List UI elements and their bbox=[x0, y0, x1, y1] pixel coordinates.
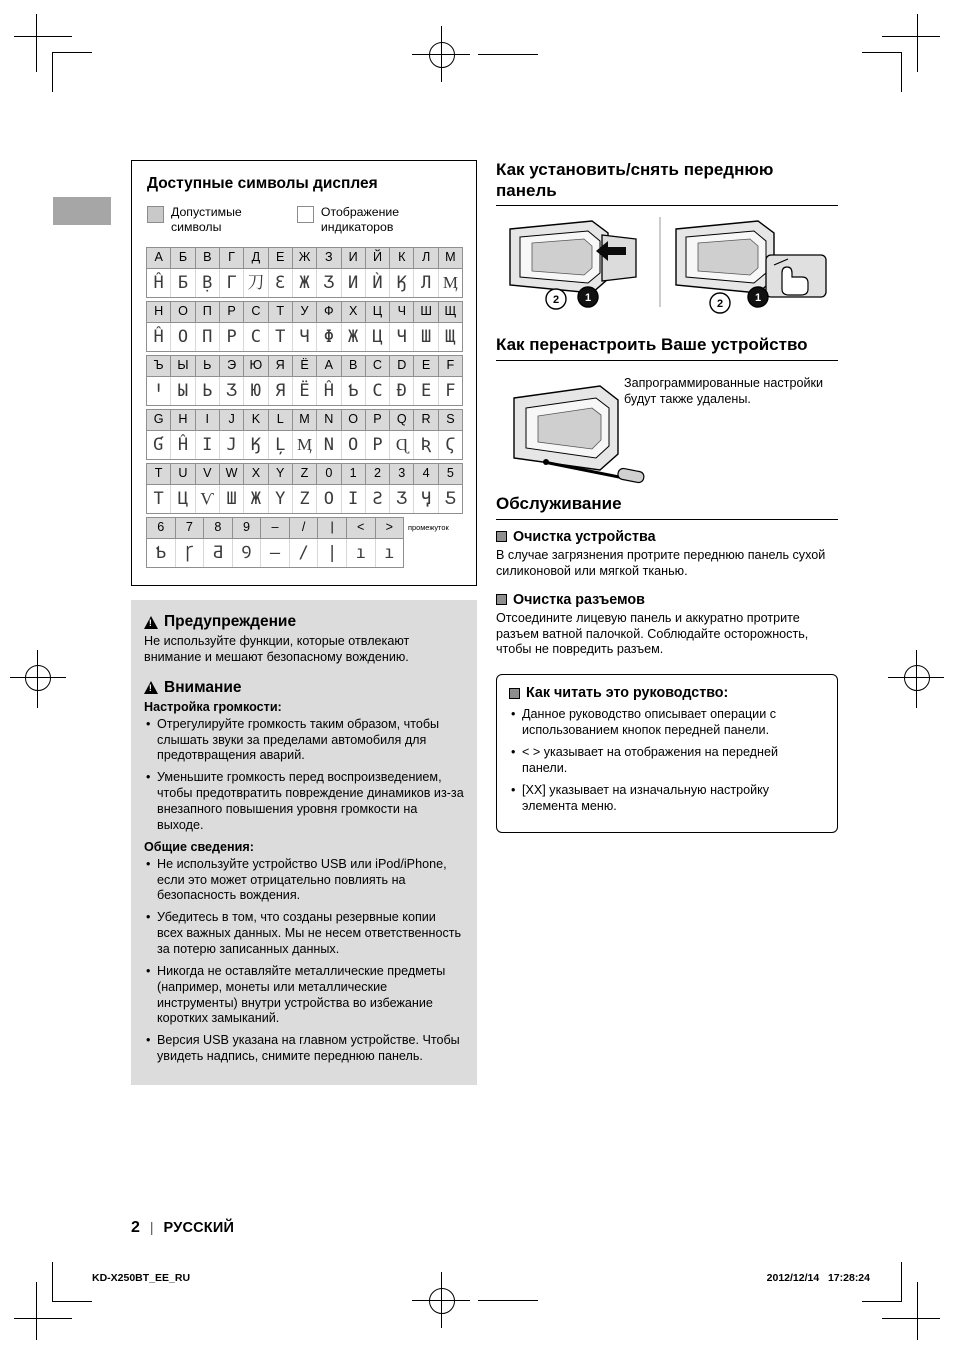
char-letter: / bbox=[290, 518, 319, 538]
caution-heading bbox=[144, 679, 464, 697]
char-letter: 5 bbox=[446, 466, 454, 480]
list-item: • Никогда не оставляйте металлические предметы (например, монеты или металлические инструменты) внутри устройства во избежание коротких замыканий. bbox=[144, 964, 464, 1027]
char-glyph: Ĥ bbox=[147, 269, 171, 297]
char-letter: Ж bbox=[293, 248, 317, 268]
char-letter: L bbox=[269, 410, 293, 430]
char-letter: Ц bbox=[366, 302, 390, 322]
char-glyph: Ѵ bbox=[196, 485, 220, 513]
char-letter: N bbox=[317, 410, 341, 430]
char-letter: У bbox=[293, 302, 317, 322]
char-glyph: И bbox=[342, 269, 366, 297]
char-glyph: Ʒ bbox=[317, 269, 341, 297]
char-letter: В bbox=[196, 248, 220, 268]
list-item: • Не используйте устройство USB или iPod/iPhone, если это может отрицательно повлиять на безопасность вождения. bbox=[144, 857, 464, 905]
char-letter: О bbox=[171, 302, 195, 322]
legend-label-allowed: Допустимые символы bbox=[171, 205, 242, 234]
char-glyph: Ρ bbox=[366, 431, 390, 459]
char-letter: И bbox=[342, 248, 366, 268]
char-row-letters bbox=[146, 355, 463, 376]
list-item: • Отрегулируйте громкость таким образом, чтобы слышать звуки за пределами автомобиля для предотвращения аварий. bbox=[144, 717, 464, 765]
char-letter: W bbox=[220, 464, 244, 484]
char-letter: R bbox=[414, 410, 438, 430]
svg-text:1: 1 bbox=[584, 292, 592, 305]
char-glyph: Ν bbox=[317, 431, 341, 459]
volume-subhead: Настройка громкости: bbox=[144, 699, 282, 714]
how-to-read-list bbox=[509, 707, 825, 814]
char-glyph: Ι bbox=[196, 431, 220, 459]
char-glyph: Ы bbox=[171, 377, 195, 405]
warning-heading-text: Предупреждение bbox=[164, 613, 297, 630]
list-item: • Уменьшите громкость перед воспроизведением, чтобы предотвратить повреждение динамиков из-за внезапного повышения уровня громкости на выходе. bbox=[144, 770, 464, 833]
char-glyph: / bbox=[290, 539, 319, 567]
char-row-letters bbox=[146, 301, 463, 322]
char-letter: X bbox=[244, 464, 268, 484]
list-item: • Версия USB указана на главном устройстве. Чтобы увидеть надпись, снимите переднюю панель. bbox=[144, 1033, 464, 1065]
char-glyph: Ӎ bbox=[442, 273, 458, 293]
caution-triangle-icon bbox=[144, 681, 158, 694]
char-glyph: Ɋ bbox=[390, 431, 414, 459]
char-glyph: Ꞅ bbox=[176, 539, 205, 567]
char-letter: Н bbox=[147, 302, 171, 322]
reset-section bbox=[496, 335, 838, 488]
char-glyph: Ү bbox=[269, 485, 293, 513]
display-characters-box bbox=[131, 160, 477, 586]
char-glyph: Ш bbox=[414, 323, 438, 351]
char-glyph: Ĥ bbox=[317, 377, 341, 405]
char-table-title: Доступные символы дисплея bbox=[147, 175, 378, 192]
char-letter: O bbox=[342, 410, 366, 430]
char-letter: Д bbox=[244, 248, 268, 268]
char-letter: < bbox=[347, 518, 376, 538]
list-item: • Убедитесь в том, что созданы резервные копии всех важных данных. Мы не несем ответственность за потерю записанных данных. bbox=[144, 910, 464, 958]
char-glyph: Ο bbox=[171, 323, 195, 351]
char-letter: Л bbox=[414, 248, 438, 268]
char-row bbox=[146, 409, 463, 460]
subsection-title-text: Очистка разъемов bbox=[513, 591, 645, 608]
char-row bbox=[146, 463, 463, 514]
char-glyph: Ш bbox=[220, 485, 244, 513]
section-title-maintenance: Обслуживание bbox=[496, 494, 622, 514]
char-letter: E bbox=[414, 356, 438, 376]
char-letter: Й bbox=[366, 248, 390, 268]
file-code: KD-X250BT_EE_RU bbox=[92, 1272, 191, 1284]
reset-note-text: Запрограммированные настройки будут также удалены. bbox=[624, 376, 824, 407]
char-letter: 3 bbox=[390, 464, 414, 484]
char-glyph: Ο bbox=[317, 485, 341, 513]
char-glyph: Ј bbox=[220, 431, 244, 459]
general-subhead: Общие сведения: bbox=[144, 839, 254, 854]
char-letter: Р bbox=[220, 302, 244, 322]
subsection-clean-device bbox=[496, 529, 838, 545]
char-row-letters bbox=[146, 463, 463, 484]
section-title-reset: Как перенастроить Ваше устройство bbox=[496, 335, 808, 355]
char-glyph: Ϲ bbox=[366, 377, 390, 405]
char-row bbox=[146, 247, 463, 298]
char-letter: Ч bbox=[390, 302, 414, 322]
char-row bbox=[146, 301, 463, 352]
char-row-glyphs bbox=[146, 322, 463, 352]
char-glyph: Ο bbox=[342, 431, 366, 459]
char-glyph: Ι bbox=[342, 485, 366, 513]
char-row-glyphs bbox=[146, 268, 463, 298]
char-glyph: | bbox=[318, 539, 347, 567]
char-glyph: Ж bbox=[293, 269, 317, 297]
char-row-last bbox=[146, 517, 463, 568]
char-letter: S bbox=[446, 412, 455, 426]
char-glyph: Ц bbox=[171, 485, 195, 513]
char-glyph: П bbox=[196, 323, 220, 351]
how-to-read-title bbox=[509, 685, 825, 701]
char-letter: 9 bbox=[233, 518, 262, 538]
char-glyph: ı bbox=[384, 543, 395, 563]
char-glyph: Ζ bbox=[293, 485, 317, 513]
space-label: промежуток bbox=[408, 523, 449, 532]
char-glyph: Ƨ bbox=[366, 485, 390, 513]
char-letter: Q bbox=[390, 410, 414, 430]
char-letter: B bbox=[342, 356, 366, 376]
char-glyph: Ë bbox=[293, 377, 317, 405]
char-glyph: Ƅ bbox=[147, 539, 176, 567]
char-letter: V bbox=[196, 464, 220, 484]
list-item: • Данное руководство описывает операции с использованием кнопок передней панели. bbox=[509, 707, 825, 739]
attach-panel-section bbox=[496, 160, 838, 327]
char-glyph: – bbox=[261, 539, 290, 567]
char-letter: M bbox=[293, 410, 317, 430]
legend-swatch-empty bbox=[297, 206, 314, 223]
char-letter: К bbox=[390, 248, 414, 268]
how-to-read-box bbox=[496, 674, 838, 833]
divider bbox=[496, 519, 838, 520]
char-letter: Щ bbox=[444, 304, 457, 318]
reset-illustration bbox=[496, 370, 838, 488]
char-letter: Э bbox=[220, 356, 244, 376]
char-letter: 6 bbox=[147, 518, 176, 538]
char-letter: Я bbox=[269, 356, 293, 376]
char-row-letters bbox=[146, 409, 463, 430]
char-letter: P bbox=[366, 410, 390, 430]
warning-caution-block bbox=[131, 600, 477, 1085]
right-column bbox=[496, 160, 838, 833]
char-glyph: Ɖ bbox=[390, 377, 414, 405]
char-glyph: Ƌ bbox=[204, 539, 233, 567]
char-glyph: ı bbox=[347, 539, 376, 567]
attach-panel-illustration bbox=[496, 215, 838, 327]
char-letter: T bbox=[147, 464, 171, 484]
char-letter: А bbox=[147, 248, 171, 268]
char-glyph: Ɠ bbox=[147, 431, 171, 459]
char-letter: A bbox=[317, 356, 341, 376]
char-letter: Ъ bbox=[147, 356, 171, 376]
square-bullet-icon bbox=[496, 594, 507, 605]
date-code: 2012/12/14 17:28:24 bbox=[766, 1272, 870, 1284]
char-letter: 2 bbox=[366, 464, 390, 484]
warning-heading bbox=[144, 613, 464, 631]
char-letter: H bbox=[171, 410, 195, 430]
char-letter: Ф bbox=[317, 302, 341, 322]
warning-text: Не используйте функции, которые отвлекают внимание и мешают безопасному вождению. bbox=[144, 634, 410, 664]
char-letter: С bbox=[244, 302, 268, 322]
char-letter: F bbox=[446, 358, 455, 372]
page-footer bbox=[131, 1219, 234, 1237]
svg-text:2: 2 bbox=[716, 298, 724, 311]
char-glyph: Щ bbox=[445, 327, 456, 347]
char-glyph: Ч bbox=[293, 323, 317, 351]
char-glyph: Ʒ bbox=[220, 377, 244, 405]
how-to-read-title-text: Как читать это руководство: bbox=[526, 685, 729, 702]
char-letter: 7 bbox=[176, 518, 205, 538]
char-letter: З bbox=[317, 248, 341, 268]
general-bullet-list bbox=[144, 857, 464, 1065]
list-item: • [XX] указывает на изначальную настройку элемента меню. bbox=[509, 783, 825, 815]
char-glyph: Ӄ bbox=[390, 269, 414, 297]
left-column bbox=[131, 160, 477, 1085]
square-bullet-icon bbox=[509, 688, 520, 699]
char-letter: Ю bbox=[244, 356, 268, 376]
char-letter: Г bbox=[220, 248, 244, 268]
char-row bbox=[146, 355, 463, 406]
square-bullet-icon bbox=[496, 531, 507, 542]
legend-label-indicators: Отображение индикаторов bbox=[320, 205, 400, 234]
char-glyph: Ϝ bbox=[445, 381, 456, 401]
clean-connectors-text: Отсоедините лицевую панель и аккуратно протрите разъем ватной палочкой. Соблюдайте осторожность, чтобы не повредить разъем. bbox=[496, 610, 809, 657]
char-glyph: Τ bbox=[269, 323, 293, 351]
char-glyph: Ḅ bbox=[196, 269, 220, 297]
char-glyph: Τ bbox=[147, 485, 171, 513]
list-item: • < > указывает на отображения на передней панели. bbox=[509, 745, 825, 777]
char-glyph: Ѝ bbox=[366, 269, 390, 297]
legend-swatch-filled bbox=[147, 206, 164, 223]
char-row-glyphs bbox=[146, 430, 463, 460]
char-glyph: Ɛ bbox=[269, 269, 293, 297]
char-glyph: Ж bbox=[342, 323, 366, 351]
char-letter: Т bbox=[269, 302, 293, 322]
char-letter: 0 bbox=[317, 464, 341, 484]
divider bbox=[496, 205, 838, 206]
char-letter: G bbox=[147, 410, 171, 430]
char-glyph: Ϛ bbox=[445, 435, 456, 455]
maintenance-section bbox=[496, 494, 838, 658]
char-letter: 1 bbox=[342, 464, 366, 484]
char-letter: П bbox=[196, 302, 220, 322]
char-letter: Z bbox=[293, 464, 317, 484]
char-table-rows bbox=[146, 247, 463, 568]
footer-language: РУССКИЙ bbox=[163, 1220, 235, 1236]
char-glyph: Γ bbox=[220, 269, 244, 297]
char-glyph: Ε bbox=[414, 377, 438, 405]
char-glyph: Ʀ bbox=[414, 431, 438, 459]
char-glyph: Ж bbox=[244, 485, 268, 513]
svg-text:2: 2 bbox=[552, 294, 560, 307]
footer-separator: | bbox=[149, 1219, 154, 1235]
char-glyph: Ꞌ bbox=[147, 377, 171, 405]
char-glyph: Ϲ bbox=[244, 323, 268, 351]
char-letter: Ш bbox=[414, 302, 438, 322]
legend-item-allowed bbox=[147, 205, 287, 235]
char-glyph: Ӌ bbox=[414, 485, 438, 513]
char-row-letters bbox=[146, 247, 463, 268]
char-glyph: Ĥ bbox=[171, 431, 195, 459]
char-letter: C bbox=[366, 356, 390, 376]
clean-device-text: В случае загрязнения протрите переднюю панель сухой силиконовой или мягкой тканью. bbox=[496, 547, 826, 578]
page-number: 2 bbox=[131, 1219, 140, 1236]
subsection-clean-connectors bbox=[496, 592, 838, 608]
char-letter: 4 bbox=[414, 464, 438, 484]
panel-diagram-svg bbox=[496, 215, 838, 327]
char-glyph: Ρ bbox=[220, 323, 244, 351]
warning-triangle-icon bbox=[144, 616, 158, 629]
char-letter: Х bbox=[342, 302, 366, 322]
char-letter: D bbox=[390, 356, 414, 376]
char-glyph: Ƽ bbox=[445, 489, 456, 509]
char-letter: K bbox=[244, 410, 268, 430]
char-letter: Ы bbox=[171, 356, 195, 376]
char-letter: – bbox=[261, 518, 290, 538]
caution-heading-text: Внимание bbox=[164, 678, 242, 696]
char-row-glyphs bbox=[146, 376, 463, 406]
char-letter: 8 bbox=[204, 518, 233, 538]
subsection-title-text: Очистка устройства bbox=[513, 528, 656, 545]
char-letter: Ь bbox=[196, 356, 220, 376]
char-glyph: Ь bbox=[196, 377, 220, 405]
char-glyph: Ч bbox=[390, 323, 414, 351]
volume-bullet-list bbox=[144, 717, 464, 834]
section-title-attach: Как установить/снять переднюю панель bbox=[496, 160, 774, 200]
svg-text:1: 1 bbox=[754, 292, 762, 305]
char-glyph: Ʒ bbox=[390, 485, 414, 513]
char-glyph: Ӄ bbox=[244, 431, 268, 459]
char-letter: J bbox=[220, 410, 244, 430]
char-glyph: Ꝯ bbox=[233, 539, 262, 567]
char-glyph: Ц bbox=[366, 323, 390, 351]
char-letter: > bbox=[385, 520, 393, 534]
char-glyph: Я bbox=[269, 377, 293, 405]
char-letter: | bbox=[318, 518, 347, 538]
char-row-glyphs bbox=[146, 484, 463, 514]
char-letter: Y bbox=[269, 464, 293, 484]
char-glyph: Л bbox=[414, 269, 438, 297]
char-row-letters bbox=[146, 517, 404, 538]
divider bbox=[496, 360, 838, 361]
char-glyph: Ļ bbox=[269, 431, 293, 459]
legend-item-indicators bbox=[297, 205, 463, 235]
char-letter: Е bbox=[269, 248, 293, 268]
char-row-glyphs bbox=[146, 538, 404, 568]
char-table-legend bbox=[147, 205, 463, 235]
char-glyph: Ƅ bbox=[342, 377, 366, 405]
char-glyph: Ƃ bbox=[171, 269, 195, 297]
char-glyph: 刀 bbox=[244, 269, 268, 297]
char-glyph: Φ bbox=[317, 323, 341, 351]
char-glyph: Ю bbox=[244, 377, 268, 405]
char-letter: Б bbox=[171, 248, 195, 268]
char-letter: М bbox=[445, 250, 456, 264]
margin-tab bbox=[53, 197, 111, 225]
char-letter: I bbox=[196, 410, 220, 430]
char-letter: U bbox=[171, 464, 195, 484]
char-glyph: Ӎ bbox=[293, 431, 317, 459]
char-glyph: Ĥ bbox=[147, 323, 171, 351]
char-letter: Ё bbox=[293, 356, 317, 376]
